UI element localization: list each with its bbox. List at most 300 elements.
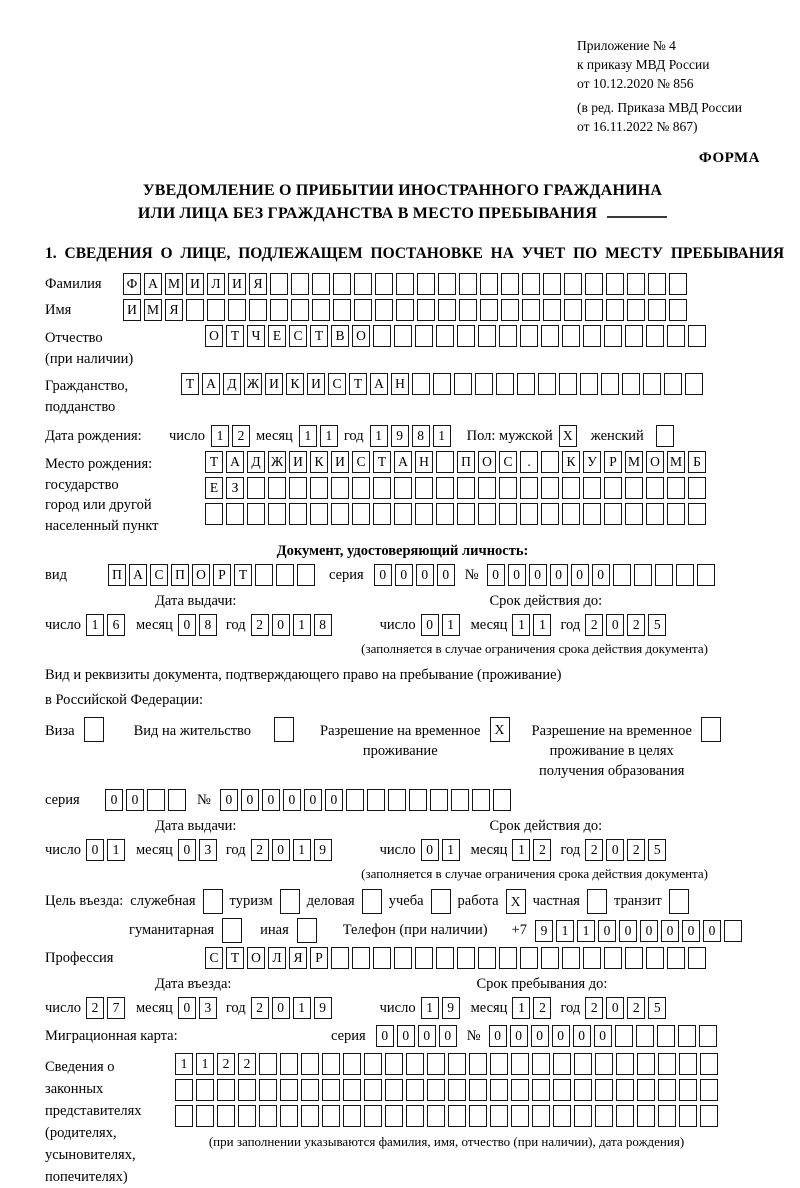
char-cell[interactable]	[406, 1105, 424, 1127]
doc-number-input[interactable]	[487, 564, 715, 586]
char-cell[interactable]: 0	[105, 789, 123, 811]
char-cell[interactable]: Ч	[247, 325, 265, 347]
char-cell[interactable]: 1	[370, 425, 388, 447]
char-cell[interactable]	[412, 373, 430, 395]
char-cell[interactable]	[678, 1025, 696, 1047]
char-cell[interactable]: И	[228, 273, 246, 295]
char-cell[interactable]	[679, 1079, 697, 1101]
char-cell[interactable]: П	[108, 564, 126, 586]
char-cell[interactable]	[543, 273, 561, 295]
char-cell[interactable]: О	[192, 564, 210, 586]
purpose-work-checkbox[interactable]	[506, 889, 526, 914]
char-cell[interactable]	[457, 947, 475, 969]
char-cell[interactable]: Т	[310, 325, 328, 347]
char-cell[interactable]	[501, 273, 519, 295]
char-cell[interactable]	[270, 299, 288, 321]
char-cell[interactable]: Ж	[244, 373, 262, 395]
char-cell[interactable]: 1	[320, 425, 338, 447]
char-cell[interactable]: 2	[251, 614, 269, 636]
char-cell[interactable]	[636, 1025, 654, 1047]
edu-permit-checkbox[interactable]	[701, 717, 721, 742]
char-cell[interactable]	[541, 503, 559, 525]
char-cell[interactable]: 0	[374, 564, 392, 586]
char-cell[interactable]: И	[186, 273, 204, 295]
char-cell[interactable]: 1	[512, 614, 530, 636]
char-cell[interactable]: 2	[585, 614, 603, 636]
char-cell[interactable]: С	[328, 373, 346, 395]
char-cell[interactable]: 9	[442, 997, 460, 1019]
char-cell[interactable]: 1	[293, 839, 311, 861]
patronymic-input[interactable]	[205, 325, 706, 347]
firstname-input[interactable]	[123, 299, 687, 321]
char-cell[interactable]	[322, 1053, 340, 1075]
char-cell[interactable]	[268, 503, 286, 525]
char-cell[interactable]	[646, 947, 664, 969]
char-cell[interactable]: 0	[439, 1025, 457, 1047]
char-cell[interactable]	[247, 503, 265, 525]
residence-series-input[interactable]	[105, 789, 186, 811]
char-cell[interactable]	[385, 1079, 403, 1101]
char-cell[interactable]	[478, 503, 496, 525]
char-cell[interactable]	[373, 477, 391, 499]
char-cell[interactable]	[343, 1079, 361, 1101]
char-cell[interactable]: 0	[262, 789, 280, 811]
char-cell[interactable]	[517, 373, 535, 395]
char-cell[interactable]: 1	[442, 614, 460, 636]
char-cell[interactable]	[646, 477, 664, 499]
char-cell[interactable]: 1	[433, 425, 451, 447]
residence-permit-checkbox[interactable]	[274, 717, 294, 742]
char-cell[interactable]	[373, 503, 391, 525]
char-cell[interactable]	[478, 947, 496, 969]
char-cell[interactable]	[583, 325, 601, 347]
char-cell[interactable]	[280, 889, 300, 914]
char-cell[interactable]	[580, 373, 598, 395]
char-cell[interactable]	[228, 299, 246, 321]
char-cell[interactable]	[688, 503, 706, 525]
char-cell[interactable]: 0	[421, 614, 439, 636]
char-cell[interactable]	[436, 947, 454, 969]
char-cell[interactable]: 2	[533, 839, 551, 861]
char-cell[interactable]: X	[490, 717, 510, 742]
char-cell[interactable]	[276, 564, 294, 586]
char-cell[interactable]: 2	[217, 1053, 235, 1075]
char-cell[interactable]	[522, 273, 540, 295]
char-cell[interactable]: И	[307, 373, 325, 395]
char-cell[interactable]	[312, 273, 330, 295]
char-cell[interactable]	[310, 477, 328, 499]
char-cell[interactable]	[457, 477, 475, 499]
purpose-private-checkbox[interactable]	[587, 889, 607, 914]
char-cell[interactable]	[646, 503, 664, 525]
sex-female-checkbox[interactable]	[656, 425, 674, 447]
char-cell[interactable]	[301, 1105, 319, 1127]
char-cell[interactable]	[700, 1079, 718, 1101]
char-cell[interactable]: Т	[234, 564, 252, 586]
char-cell[interactable]: З	[226, 477, 244, 499]
char-cell[interactable]	[553, 1105, 571, 1127]
char-cell[interactable]	[574, 1053, 592, 1075]
char-cell[interactable]	[205, 503, 223, 525]
char-cell[interactable]	[297, 918, 317, 943]
char-cell[interactable]	[448, 1105, 466, 1127]
char-cell[interactable]	[186, 299, 204, 321]
purpose-other-checkbox[interactable]	[297, 918, 317, 943]
birth-month-input[interactable]	[299, 425, 338, 447]
char-cell[interactable]: 0	[395, 564, 413, 586]
char-cell[interactable]: И	[331, 451, 349, 473]
char-cell[interactable]	[417, 273, 435, 295]
phone-input[interactable]	[535, 920, 742, 942]
char-cell[interactable]: Л	[268, 947, 286, 969]
char-cell[interactable]: 3	[199, 839, 217, 861]
char-cell[interactable]	[385, 1053, 403, 1075]
char-cell[interactable]	[297, 564, 315, 586]
char-cell[interactable]	[469, 1053, 487, 1075]
char-cell[interactable]: 2	[251, 997, 269, 1019]
char-cell[interactable]	[562, 325, 580, 347]
char-cell[interactable]	[553, 1053, 571, 1075]
char-cell[interactable]	[625, 503, 643, 525]
char-cell[interactable]: 2	[627, 614, 645, 636]
char-cell[interactable]: 0	[606, 997, 624, 1019]
char-cell[interactable]: 0	[606, 614, 624, 636]
char-cell[interactable]	[564, 299, 582, 321]
char-cell[interactable]	[688, 947, 706, 969]
char-cell[interactable]	[373, 325, 391, 347]
doc-expiry-day[interactable]	[421, 614, 460, 636]
birthplace-line1-input[interactable]	[205, 451, 706, 473]
purpose-humanitarian-checkbox[interactable]	[222, 918, 242, 943]
char-cell[interactable]	[637, 1079, 655, 1101]
char-cell[interactable]: 8	[412, 425, 430, 447]
doc-expiry-month[interactable]	[512, 614, 551, 636]
char-cell[interactable]	[604, 947, 622, 969]
char-cell[interactable]: 1	[577, 920, 595, 942]
char-cell[interactable]	[658, 1105, 676, 1127]
char-cell[interactable]	[541, 325, 559, 347]
char-cell[interactable]	[520, 503, 538, 525]
char-cell[interactable]	[583, 947, 601, 969]
char-cell[interactable]	[364, 1053, 382, 1075]
char-cell[interactable]	[622, 373, 640, 395]
char-cell[interactable]: 0	[489, 1025, 507, 1047]
char-cell[interactable]	[255, 564, 273, 586]
representatives-line1-input[interactable]	[175, 1053, 718, 1075]
char-cell[interactable]	[679, 1105, 697, 1127]
residence-expiry-year[interactable]	[585, 839, 666, 861]
char-cell[interactable]	[697, 564, 715, 586]
char-cell[interactable]: 0	[573, 1025, 591, 1047]
char-cell[interactable]: Я	[165, 299, 183, 321]
char-cell[interactable]	[394, 503, 412, 525]
char-cell[interactable]	[604, 477, 622, 499]
char-cell[interactable]	[541, 451, 559, 473]
char-cell[interactable]: 1	[556, 920, 574, 942]
char-cell[interactable]	[222, 918, 242, 943]
char-cell[interactable]: 1	[421, 997, 439, 1019]
char-cell[interactable]	[625, 477, 643, 499]
char-cell[interactable]	[637, 1105, 655, 1127]
char-cell[interactable]: П	[171, 564, 189, 586]
char-cell[interactable]	[601, 373, 619, 395]
char-cell[interactable]: Р	[310, 947, 328, 969]
char-cell[interactable]: Т	[181, 373, 199, 395]
entry-year[interactable]	[251, 997, 332, 1019]
char-cell[interactable]	[627, 299, 645, 321]
char-cell[interactable]	[415, 477, 433, 499]
char-cell[interactable]	[354, 273, 372, 295]
char-cell[interactable]	[459, 273, 477, 295]
char-cell[interactable]: О	[352, 325, 370, 347]
char-cell[interactable]	[499, 947, 517, 969]
char-cell[interactable]	[724, 920, 742, 942]
stay-month[interactable]	[512, 997, 551, 1019]
char-cell[interactable]: Ф	[123, 273, 141, 295]
char-cell[interactable]: X	[559, 425, 577, 447]
char-cell[interactable]: 1	[533, 614, 551, 636]
char-cell[interactable]	[493, 789, 511, 811]
char-cell[interactable]	[217, 1105, 235, 1127]
char-cell[interactable]: 1	[293, 997, 311, 1019]
char-cell[interactable]	[564, 273, 582, 295]
char-cell[interactable]: 0	[376, 1025, 394, 1047]
char-cell[interactable]	[574, 1079, 592, 1101]
char-cell[interactable]	[436, 325, 454, 347]
char-cell[interactable]: 8	[314, 614, 332, 636]
char-cell[interactable]: С	[150, 564, 168, 586]
char-cell[interactable]: 1	[196, 1053, 214, 1075]
char-cell[interactable]	[451, 789, 469, 811]
birthplace-line3-input[interactable]	[205, 503, 706, 525]
surname-input[interactable]	[123, 273, 687, 295]
char-cell[interactable]: 1	[211, 425, 229, 447]
char-cell[interactable]: 9	[314, 997, 332, 1019]
char-cell[interactable]	[226, 503, 244, 525]
char-cell[interactable]: Ж	[268, 451, 286, 473]
char-cell[interactable]	[207, 299, 225, 321]
char-cell[interactable]	[343, 1053, 361, 1075]
citizenship-input[interactable]	[181, 373, 703, 395]
char-cell[interactable]: 0	[86, 839, 104, 861]
char-cell[interactable]	[658, 1053, 676, 1075]
char-cell[interactable]	[217, 1079, 235, 1101]
char-cell[interactable]	[541, 947, 559, 969]
char-cell[interactable]: 0	[598, 920, 616, 942]
char-cell[interactable]	[648, 273, 666, 295]
char-cell[interactable]	[669, 299, 687, 321]
char-cell[interactable]	[499, 325, 517, 347]
char-cell[interactable]	[394, 947, 412, 969]
char-cell[interactable]	[688, 477, 706, 499]
char-cell[interactable]	[436, 477, 454, 499]
char-cell[interactable]	[238, 1105, 256, 1127]
char-cell[interactable]: 0	[272, 614, 290, 636]
char-cell[interactable]	[499, 503, 517, 525]
char-cell[interactable]	[543, 299, 561, 321]
char-cell[interactable]: Д	[247, 451, 265, 473]
char-cell[interactable]	[595, 1079, 613, 1101]
char-cell[interactable]: Д	[223, 373, 241, 395]
char-cell[interactable]: 2	[251, 839, 269, 861]
doc-kind-input[interactable]	[108, 564, 315, 586]
char-cell[interactable]: А	[144, 273, 162, 295]
char-cell[interactable]: 2	[627, 997, 645, 1019]
char-cell[interactable]	[532, 1079, 550, 1101]
char-cell[interactable]: А	[202, 373, 220, 395]
char-cell[interactable]: 2	[86, 997, 104, 1019]
char-cell[interactable]: Т	[205, 451, 223, 473]
char-cell[interactable]: 0	[661, 920, 679, 942]
char-cell[interactable]	[415, 503, 433, 525]
char-cell[interactable]: О	[247, 947, 265, 969]
char-cell[interactable]: 0	[619, 920, 637, 942]
char-cell[interactable]	[625, 325, 643, 347]
char-cell[interactable]: X	[506, 889, 526, 914]
char-cell[interactable]: 0	[592, 564, 610, 586]
char-cell[interactable]	[373, 947, 391, 969]
char-cell[interactable]	[595, 1105, 613, 1127]
char-cell[interactable]: 1	[175, 1053, 193, 1075]
char-cell[interactable]	[322, 1105, 340, 1127]
char-cell[interactable]: 8	[199, 614, 217, 636]
char-cell[interactable]	[616, 1105, 634, 1127]
char-cell[interactable]	[657, 1025, 675, 1047]
char-cell[interactable]	[448, 1079, 466, 1101]
char-cell[interactable]: И	[265, 373, 283, 395]
char-cell[interactable]	[574, 1105, 592, 1127]
char-cell[interactable]	[511, 1105, 529, 1127]
char-cell[interactable]	[388, 789, 406, 811]
char-cell[interactable]: К	[286, 373, 304, 395]
char-cell[interactable]: 2	[585, 997, 603, 1019]
char-cell[interactable]: 5	[648, 997, 666, 1019]
char-cell[interactable]: 9	[535, 920, 553, 942]
char-cell[interactable]	[396, 299, 414, 321]
char-cell[interactable]	[667, 947, 685, 969]
char-cell[interactable]	[520, 325, 538, 347]
char-cell[interactable]	[375, 273, 393, 295]
char-cell[interactable]	[501, 299, 519, 321]
char-cell[interactable]: 0	[272, 839, 290, 861]
char-cell[interactable]	[438, 273, 456, 295]
char-cell[interactable]	[203, 889, 223, 914]
char-cell[interactable]	[375, 299, 393, 321]
char-cell[interactable]	[270, 273, 288, 295]
residence-issue-month[interactable]	[178, 839, 217, 861]
char-cell[interactable]	[634, 564, 652, 586]
char-cell[interactable]	[312, 299, 330, 321]
char-cell[interactable]: 1	[293, 614, 311, 636]
char-cell[interactable]: П	[457, 451, 475, 473]
char-cell[interactable]	[331, 503, 349, 525]
char-cell[interactable]: 0	[640, 920, 658, 942]
char-cell[interactable]: Р	[604, 451, 622, 473]
residence-number-input[interactable]	[220, 789, 511, 811]
char-cell[interactable]	[280, 1053, 298, 1075]
migration-card-series-input[interactable]	[376, 1025, 457, 1047]
char-cell[interactable]	[322, 1079, 340, 1101]
char-cell[interactable]	[238, 1079, 256, 1101]
char-cell[interactable]: Я	[289, 947, 307, 969]
char-cell[interactable]	[406, 1053, 424, 1075]
char-cell[interactable]	[431, 889, 451, 914]
char-cell[interactable]	[333, 273, 351, 295]
char-cell[interactable]	[637, 1053, 655, 1075]
char-cell[interactable]: Н	[391, 373, 409, 395]
migration-card-number-input[interactable]	[489, 1025, 717, 1047]
char-cell[interactable]	[196, 1105, 214, 1127]
char-cell[interactable]	[475, 373, 493, 395]
char-cell[interactable]	[538, 373, 556, 395]
char-cell[interactable]: Л	[207, 273, 225, 295]
char-cell[interactable]	[433, 373, 451, 395]
char-cell[interactable]: К	[562, 451, 580, 473]
char-cell[interactable]	[679, 1053, 697, 1075]
residence-expiry-day[interactable]	[421, 839, 460, 861]
char-cell[interactable]	[669, 273, 687, 295]
residence-issue-day[interactable]	[86, 839, 125, 861]
char-cell[interactable]	[532, 1105, 550, 1127]
char-cell[interactable]	[364, 1105, 382, 1127]
char-cell[interactable]	[520, 477, 538, 499]
char-cell[interactable]	[175, 1079, 193, 1101]
birthplace-line2-input[interactable]	[205, 477, 706, 499]
char-cell[interactable]	[541, 477, 559, 499]
char-cell[interactable]: М	[625, 451, 643, 473]
char-cell[interactable]	[396, 273, 414, 295]
char-cell[interactable]	[352, 947, 370, 969]
char-cell[interactable]	[436, 503, 454, 525]
char-cell[interactable]	[615, 1025, 633, 1047]
char-cell[interactable]: 1	[107, 839, 125, 861]
residence-expiry-month[interactable]	[512, 839, 551, 861]
char-cell[interactable]	[520, 947, 538, 969]
char-cell[interactable]: Т	[226, 325, 244, 347]
char-cell[interactable]	[496, 373, 514, 395]
char-cell[interactable]: Т	[349, 373, 367, 395]
char-cell[interactable]	[352, 477, 370, 499]
char-cell[interactable]: 0	[508, 564, 526, 586]
char-cell[interactable]: 0	[325, 789, 343, 811]
char-cell[interactable]: М	[144, 299, 162, 321]
char-cell[interactable]	[656, 425, 674, 447]
char-cell[interactable]: 5	[648, 614, 666, 636]
char-cell[interactable]	[331, 947, 349, 969]
doc-issue-year[interactable]	[251, 614, 332, 636]
char-cell[interactable]	[606, 273, 624, 295]
char-cell[interactable]: 9	[314, 839, 332, 861]
char-cell[interactable]	[478, 477, 496, 499]
char-cell[interactable]	[417, 299, 435, 321]
char-cell[interactable]: 1	[442, 839, 460, 861]
char-cell[interactable]	[291, 299, 309, 321]
char-cell[interactable]: 0	[421, 839, 439, 861]
char-cell[interactable]	[394, 325, 412, 347]
char-cell[interactable]: 0	[606, 839, 624, 861]
char-cell[interactable]	[249, 299, 267, 321]
char-cell[interactable]	[367, 789, 385, 811]
purpose-business-checkbox[interactable]	[203, 889, 223, 914]
char-cell[interactable]	[259, 1105, 277, 1127]
char-cell[interactable]	[616, 1053, 634, 1075]
char-cell[interactable]	[268, 477, 286, 499]
char-cell[interactable]: Е	[205, 477, 223, 499]
char-cell[interactable]	[289, 477, 307, 499]
char-cell[interactable]: Е	[268, 325, 286, 347]
char-cell[interactable]: 0	[571, 564, 589, 586]
representatives-line3-input[interactable]	[175, 1105, 718, 1127]
